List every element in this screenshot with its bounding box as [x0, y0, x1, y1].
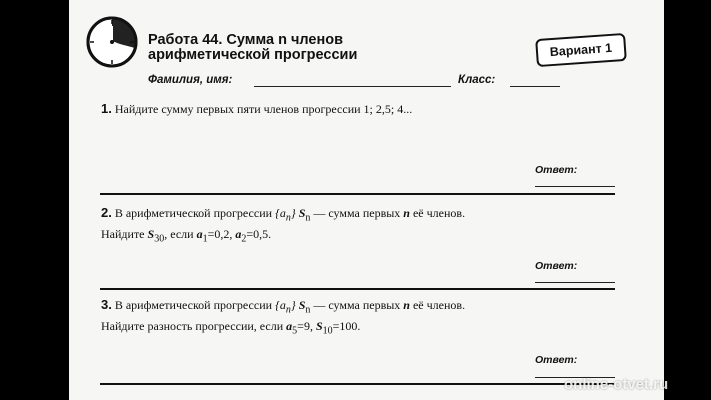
- worksheet-title: [148, 33, 448, 63]
- text-fragment: Найдите разность прогрессии, если: [101, 319, 284, 334]
- term-value: =100.: [332, 319, 361, 334]
- subscript: n: [285, 212, 291, 224]
- term-symbol: a: [286, 319, 293, 334]
- variant-badge: Вариант 1: [535, 33, 627, 67]
- name-input-line[interactable]: [254, 86, 451, 87]
- task-number: 2.: [101, 205, 112, 220]
- task-2: [101, 205, 621, 248]
- text-fragment: В арифметической прогрессии: [114, 298, 273, 312]
- task-1: [101, 101, 621, 117]
- sum-symbol: S: [298, 206, 306, 220]
- task-line: [101, 297, 621, 318]
- task-line: [101, 226, 621, 247]
- task-separator: [100, 193, 615, 195]
- text-fragment: , если: [164, 227, 194, 242]
- title-line-1: Работа 44. Сумма n членов: [148, 32, 343, 48]
- site-watermark: online-otvet.ru: [564, 376, 669, 393]
- subscript: n: [305, 304, 311, 316]
- sum-symbol: S: [315, 319, 323, 334]
- task-separator: [100, 383, 615, 385]
- subscript: n: [305, 212, 311, 224]
- task-line: [101, 205, 621, 226]
- answer-line-2[interactable]: [535, 282, 615, 283]
- clock-icon: [85, 15, 139, 69]
- class-label: Класс:: [458, 74, 496, 86]
- subscript: 30: [154, 233, 165, 245]
- sequence-symbol: {a: [275, 206, 286, 220]
- variable-n: n: [403, 298, 410, 312]
- task-line: [101, 318, 621, 339]
- term-symbol: a: [196, 227, 203, 242]
- task-3: [101, 297, 621, 340]
- sequence-close: }: [290, 298, 296, 312]
- answer-label-3: Ответ:: [535, 354, 578, 366]
- answer-label-1: Ответ:: [535, 164, 578, 176]
- task-number: 1.: [101, 101, 112, 116]
- text-fragment: В арифметической прогрессии: [114, 206, 273, 220]
- text-fragment: её членов.: [412, 298, 466, 312]
- subscript: 10: [322, 325, 333, 337]
- class-input-line[interactable]: [510, 86, 560, 87]
- task-number: 3.: [101, 297, 112, 312]
- name-row: [148, 74, 558, 86]
- term-value: =0,2,: [207, 227, 233, 242]
- text-fragment: — сумма первых: [313, 298, 401, 312]
- task-separator: [100, 288, 615, 290]
- sequence-symbol: {a: [275, 298, 286, 312]
- sum-symbol: S: [147, 227, 155, 242]
- term-symbol: a: [235, 227, 242, 242]
- sum-symbol: S: [298, 298, 306, 312]
- variable-n: n: [403, 206, 410, 220]
- title-line-2: арифметической прогрессии: [148, 47, 358, 63]
- name-label: Фамилия, имя:: [148, 74, 233, 86]
- subscript: 5: [292, 325, 298, 337]
- term-value: =0,5.: [246, 227, 272, 242]
- subscript: n: [285, 304, 291, 316]
- answer-label-2: Ответ:: [535, 260, 578, 272]
- sequence-close: }: [290, 206, 296, 220]
- text-fragment: — сумма первых: [313, 206, 401, 220]
- worksheet-page: [69, 0, 664, 400]
- text-fragment: её членов.: [412, 206, 466, 220]
- subscript: 2: [241, 233, 247, 245]
- term-value: =9,: [297, 319, 313, 334]
- task-text: Найдите сумму первых пяти членов прогрессии 1; 2,5; 4...: [114, 102, 413, 116]
- subscript: 1: [202, 233, 208, 245]
- text-fragment: Найдите: [101, 227, 145, 242]
- answer-line-1[interactable]: [535, 186, 615, 187]
